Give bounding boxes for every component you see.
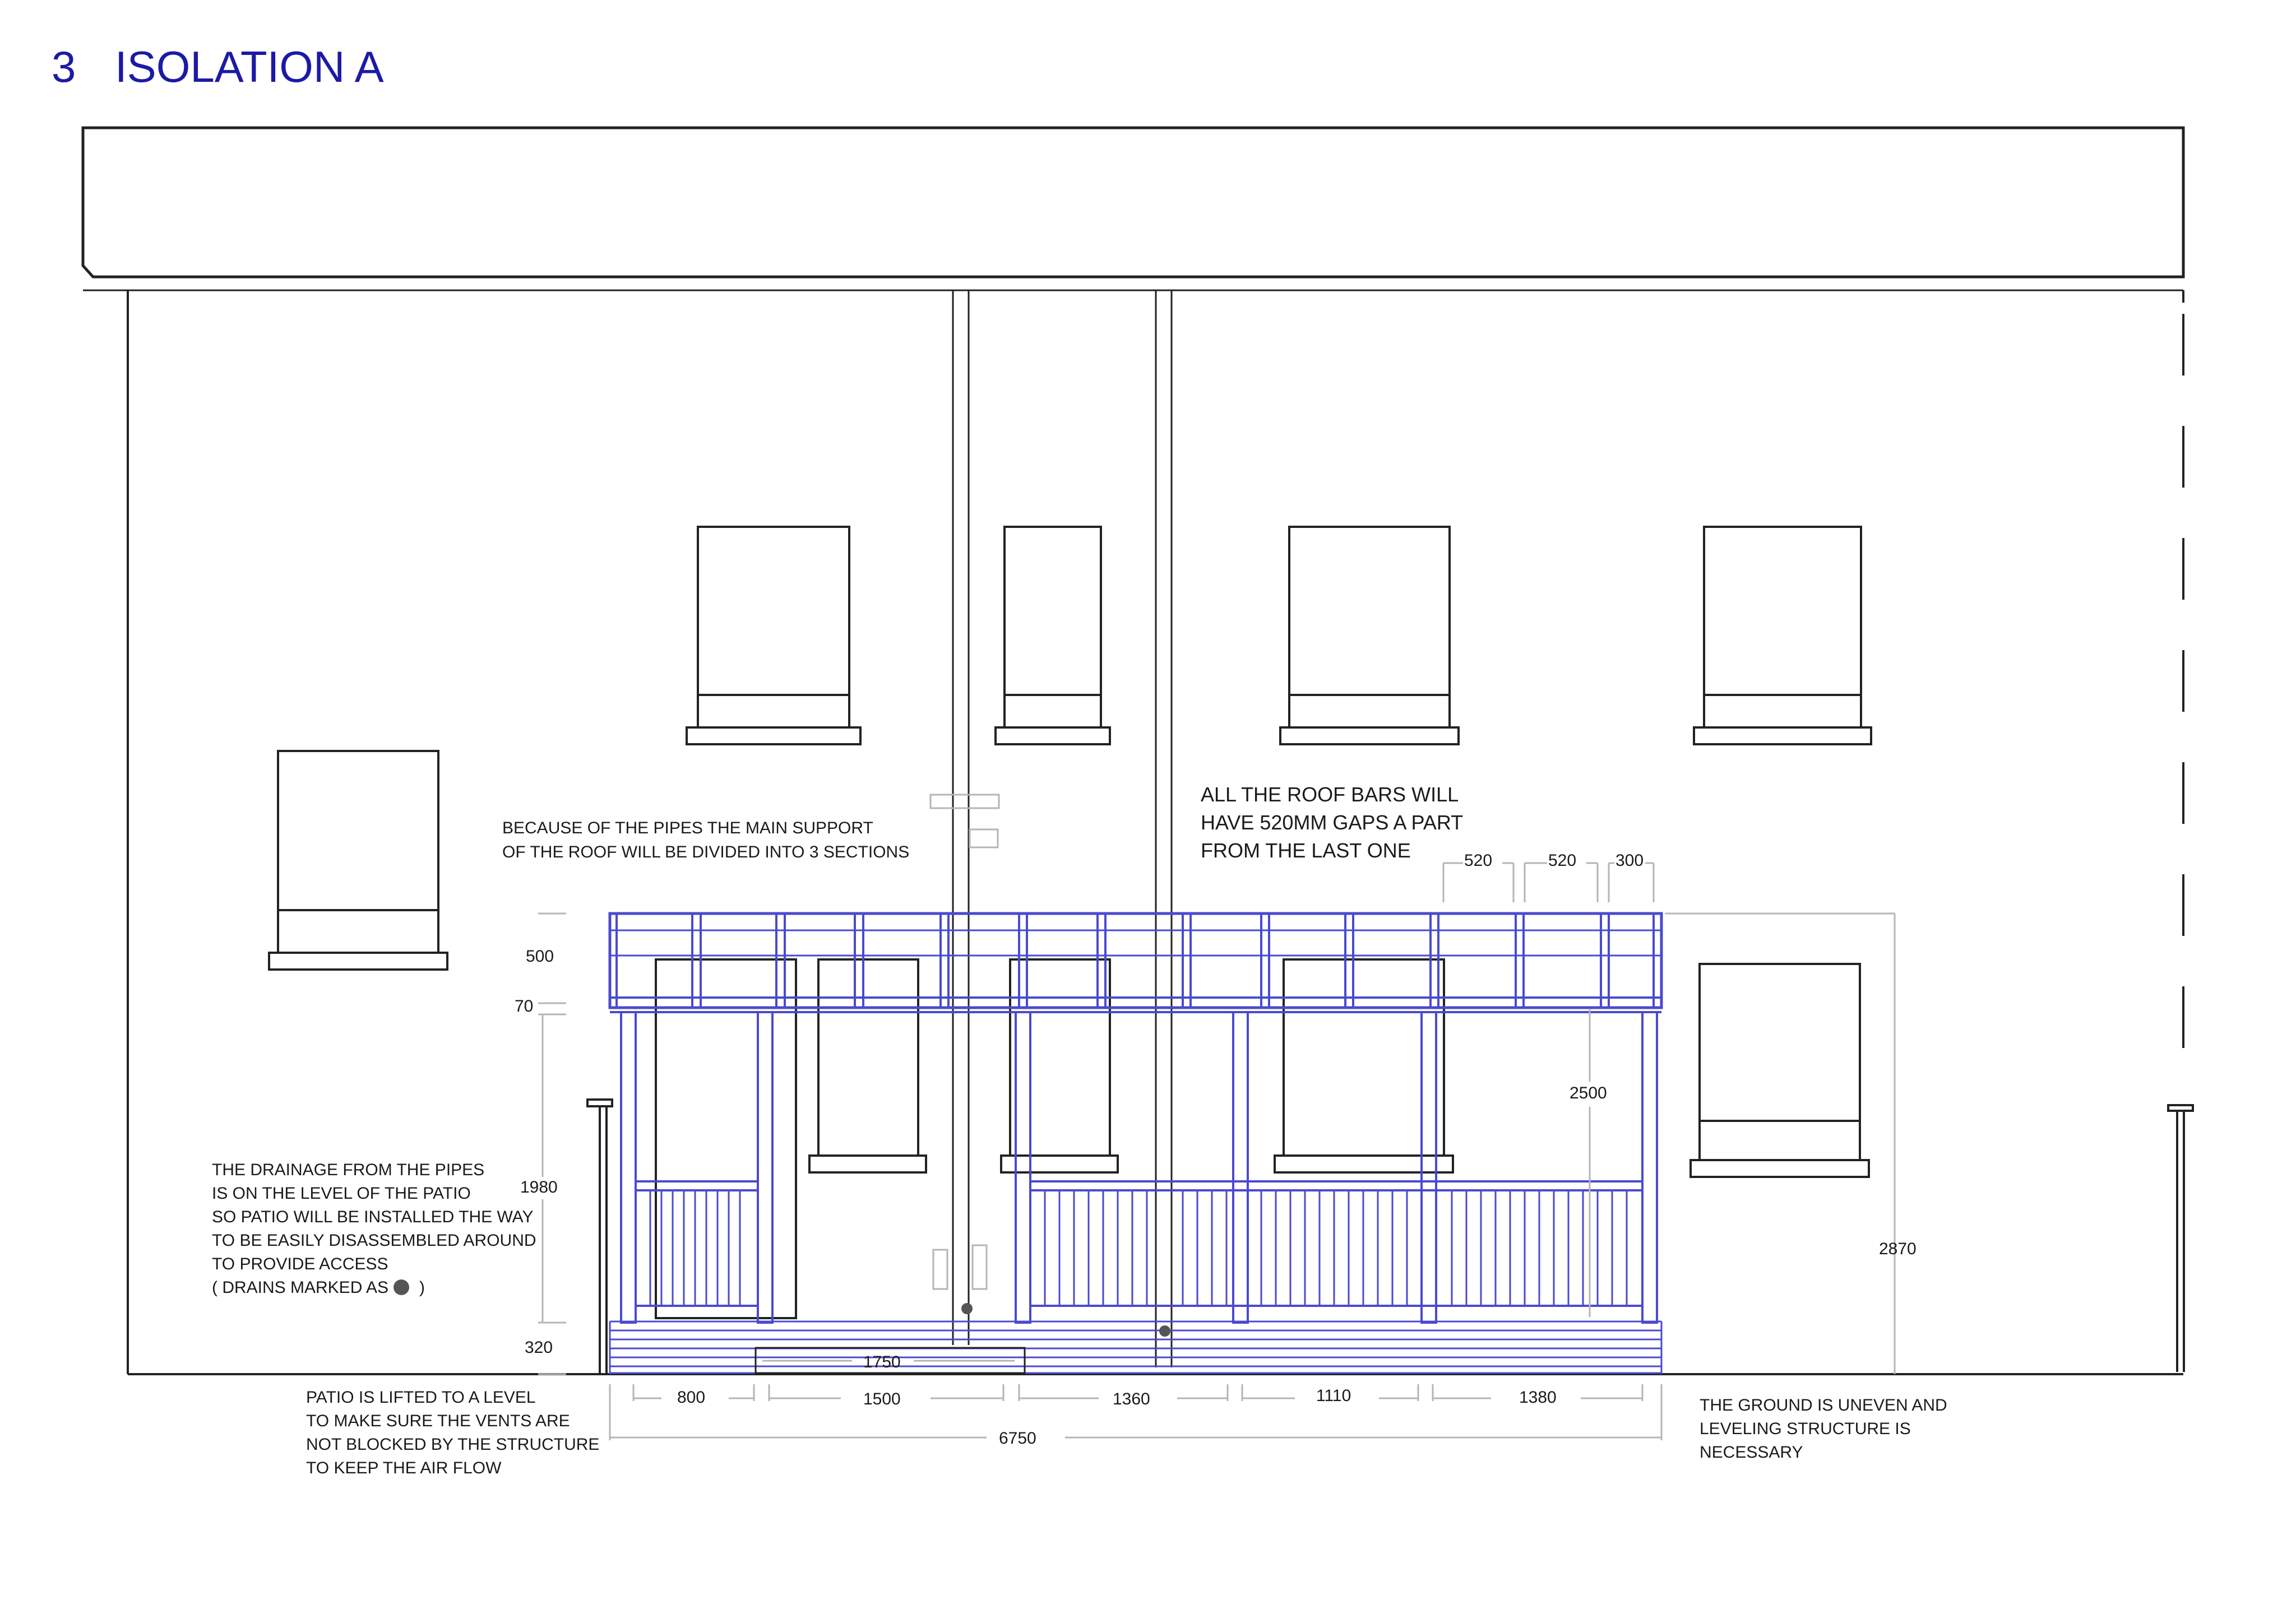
drain-pipe-right — [1156, 290, 1172, 1367]
svg-text:NOT BLOCKED BY THE STRUCTURE: NOT BLOCKED BY THE STRUCTURE — [306, 1435, 600, 1454]
svg-text:TO MAKE SURE THE VENTS ARE: TO MAKE SURE THE VENTS ARE — [306, 1412, 570, 1430]
dim-roof-depth: 500 — [526, 947, 554, 966]
svg-text:IS ON THE LEVEL OF THE PATIO: IS ON THE LEVEL OF THE PATIO — [212, 1184, 471, 1203]
drain-pipe-left — [953, 290, 969, 1345]
note-roof-bars — [1201, 783, 1463, 862]
svg-text:THE DRAINAGE FROM THE PIPES: THE DRAINAGE FROM THE PIPES — [212, 1161, 485, 1179]
svg-text:TO PROVIDE ACCESS: TO PROVIDE ACCESS — [212, 1255, 388, 1273]
svg-text:ALL THE ROOF BARS WILL: ALL THE ROOF BARS WILL — [1201, 783, 1459, 806]
dim-step-width: 1750 — [863, 1353, 901, 1371]
window-upper-2 — [996, 527, 1110, 744]
downpipe-left — [587, 1100, 612, 1374]
svg-text:HAVE 520MM GAPS A PART: HAVE 520MM GAPS A PART — [1201, 811, 1464, 834]
svg-text:TO KEEP THE AIR FLOW: TO KEEP THE AIR FLOW — [306, 1459, 502, 1477]
svg-text:PATIO IS LIFTED TO A LEVEL: PATIO IS LIFTED TO A LEVEL — [306, 1388, 536, 1407]
drain-legend-marker — [394, 1279, 409, 1295]
svg-text:): ) — [419, 1278, 425, 1297]
heading-number: 3 — [52, 42, 76, 91]
svg-text:THE GROUND IS UNEVEN AND: THE GROUND IS UNEVEN AND — [1700, 1396, 1947, 1415]
dim-gap-2: 520 — [1548, 851, 1577, 870]
svg-text:OF THE ROOF WILL BE DIVIDED IN: OF THE ROOF WILL BE DIVIDED INTO 3 SECTIONS — [502, 843, 910, 861]
window-upper-3 — [1280, 527, 1459, 744]
window-lower-left — [269, 751, 447, 970]
dim-bay-4: 1110 — [1316, 1386, 1351, 1405]
note-patio-lifted — [306, 1388, 599, 1477]
svg-text:BECAUSE OF THE PIPES THE MAIN: BECAUSE OF THE PIPES THE MAIN SUPPORT — [502, 819, 873, 837]
note-ground — [1700, 1396, 1947, 1462]
pergola-posts — [621, 1012, 1657, 1323]
note-pipes-support — [502, 819, 909, 861]
dim-total-width: 6750 — [999, 1429, 1036, 1448]
dim-bay-5: 1380 — [1519, 1388, 1557, 1407]
drain-marker — [961, 1303, 973, 1314]
dim-post-height: 1980 — [520, 1178, 558, 1197]
drain-marker — [1159, 1325, 1170, 1337]
drawing-heading — [52, 42, 384, 91]
window-lower-right — [1691, 964, 1869, 1177]
window-upper-4 — [1694, 527, 1871, 744]
dim-overall-height: 2500 — [1570, 1084, 1607, 1102]
window-upper-1 — [687, 527, 860, 744]
dim-deck-height: 320 — [525, 1338, 553, 1357]
dim-bay-1: 800 — [677, 1388, 706, 1407]
pergola-railings — [636, 1181, 1642, 1306]
roof-fascia — [83, 128, 2183, 277]
pipe-brackets — [931, 795, 999, 1289]
dim-bay-2: 1500 — [863, 1390, 901, 1408]
svg-text:LEVELING STRUCTURE IS: LEVELING STRUCTURE IS — [1700, 1420, 1911, 1438]
dim-gap-3: 300 — [1615, 851, 1644, 870]
dim-beam-depth: 70 — [515, 997, 534, 1015]
dim-gap-1: 520 — [1464, 851, 1493, 870]
svg-text:( DRAINS MARKED AS: ( DRAINS MARKED AS — [212, 1278, 389, 1297]
svg-text:SO PATIO WILL BE INSTALLED THE: SO PATIO WILL BE INSTALLED THE WAY — [212, 1208, 534, 1226]
dimension-lines — [538, 863, 1895, 1440]
dim-wall-height: 2870 — [1879, 1240, 1917, 1258]
downpipe-right — [2168, 1105, 2193, 1372]
note-drainage — [212, 1161, 536, 1297]
svg-text:FROM THE LAST ONE: FROM THE LAST ONE — [1201, 839, 1411, 862]
dim-bay-3: 1360 — [1113, 1390, 1150, 1408]
pergola-structure — [610, 913, 1661, 1374]
heading-title: ISOLATION A — [115, 42, 384, 91]
svg-text:TO BE EASILY DISASSEMBLED AROU: TO BE EASILY DISASSEMBLED AROUND — [212, 1231, 536, 1250]
svg-text:NECESSARY: NECESSARY — [1700, 1443, 1803, 1462]
